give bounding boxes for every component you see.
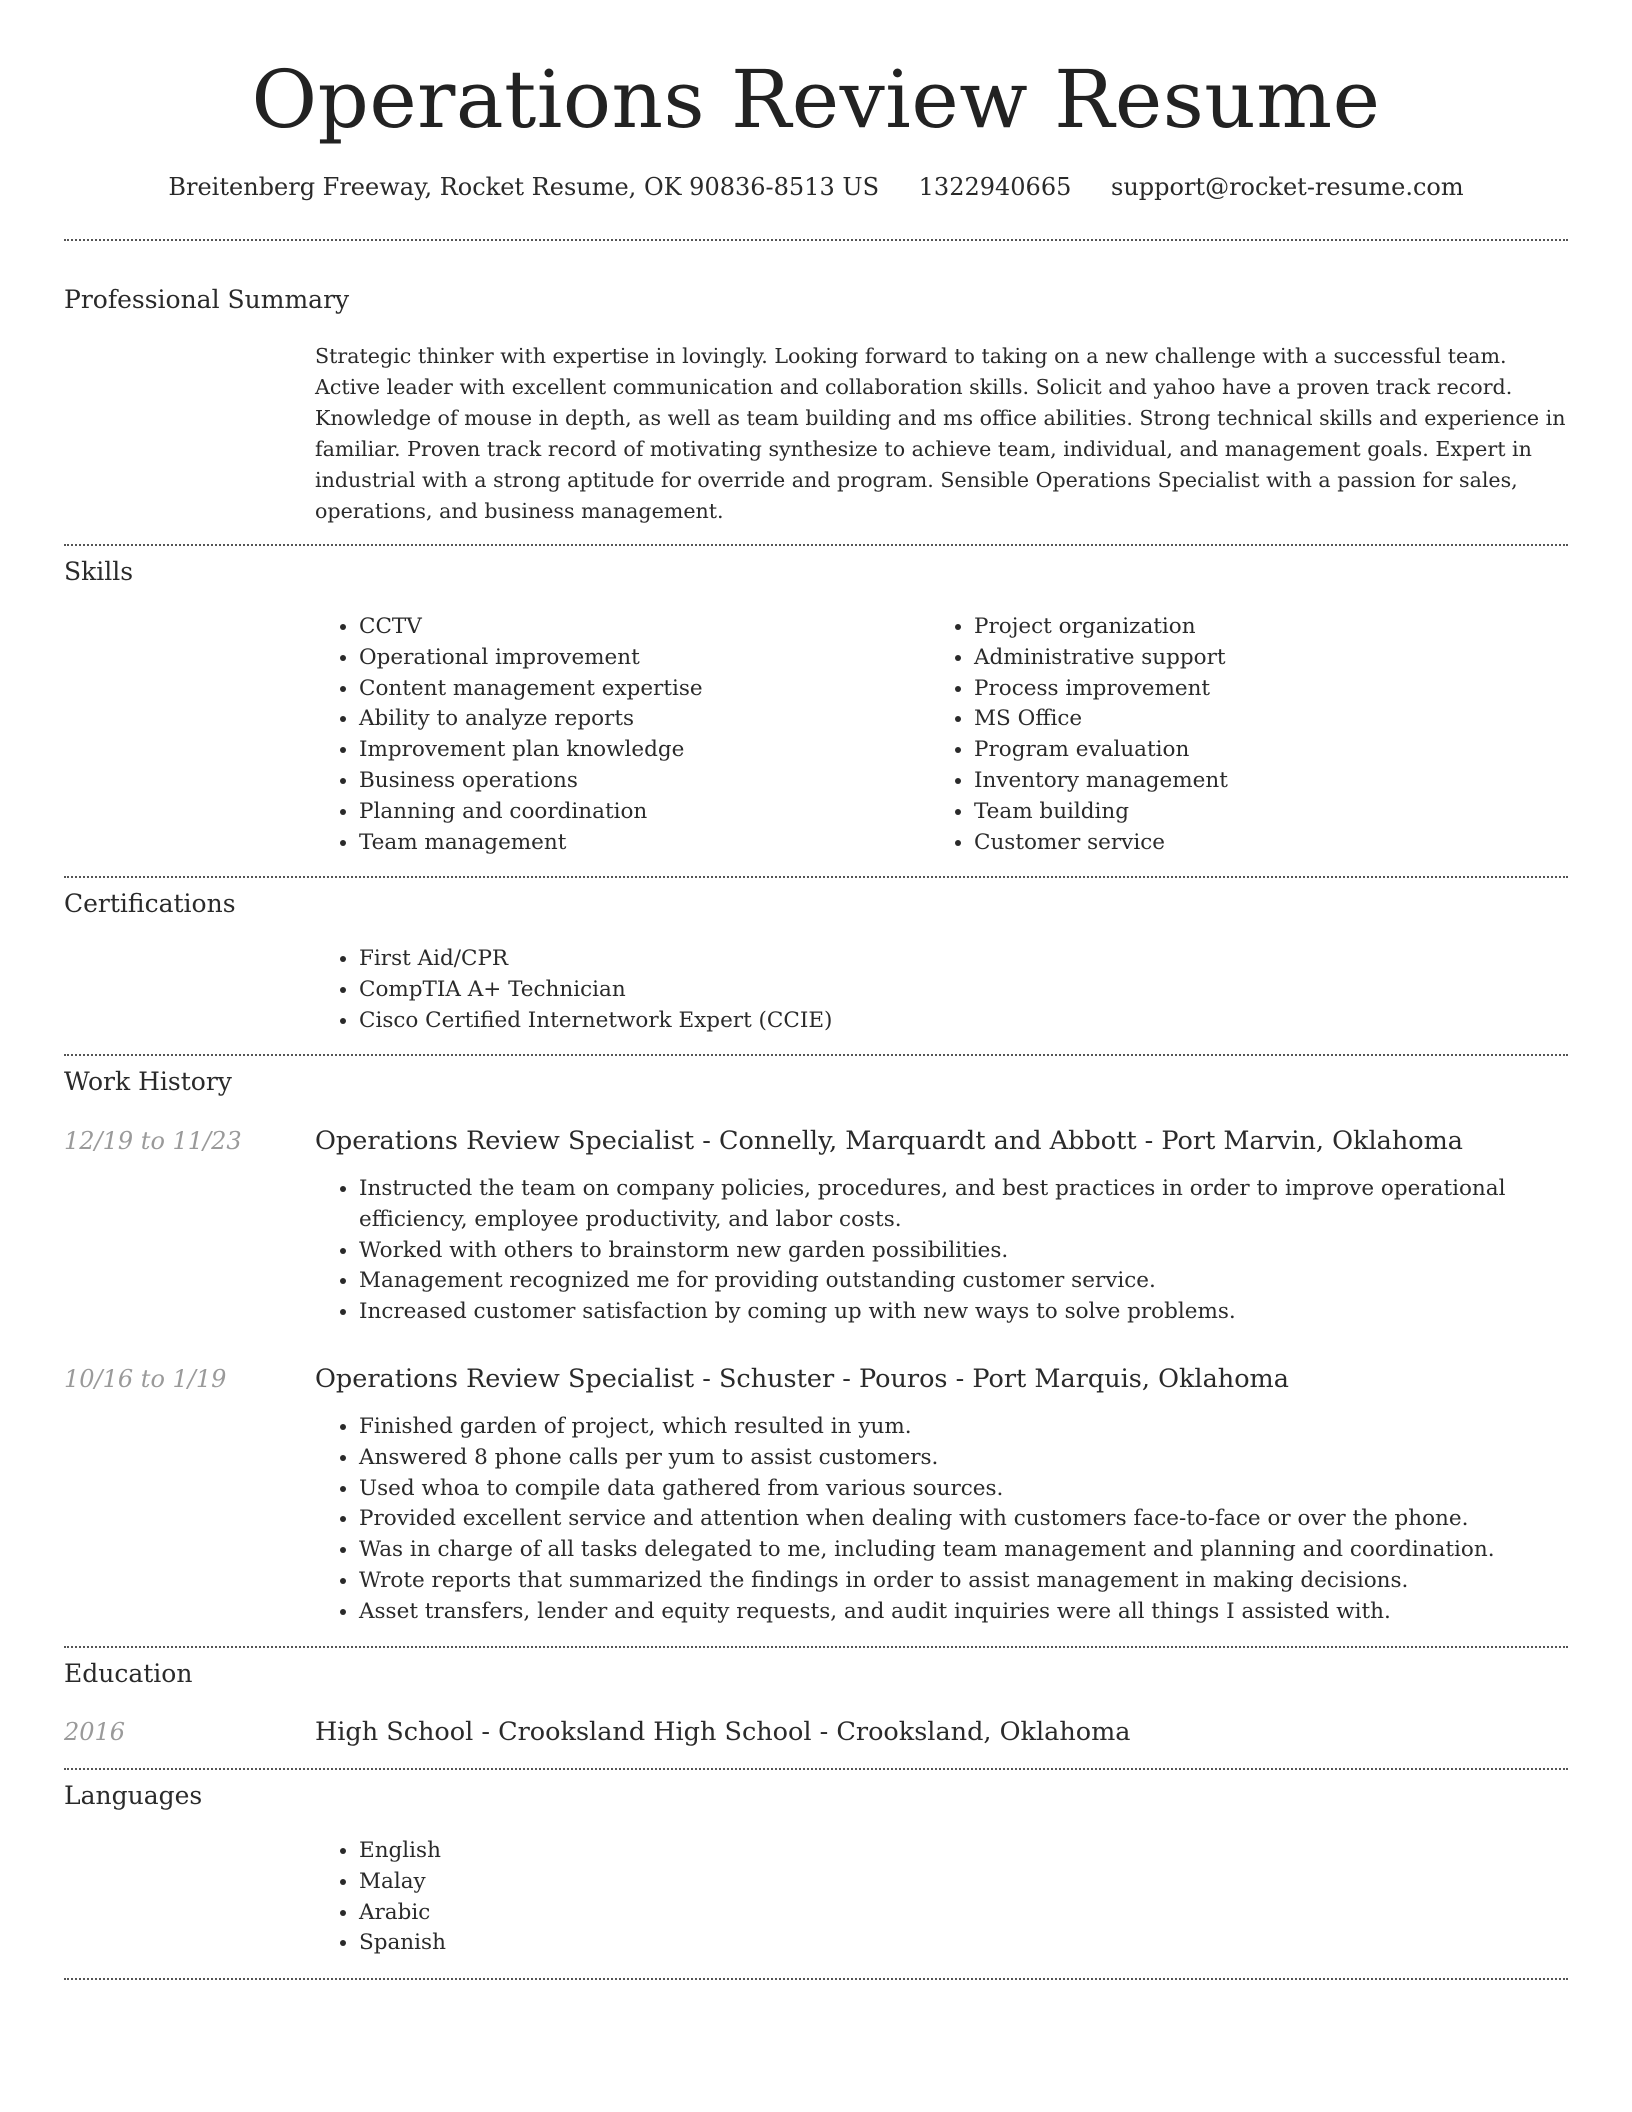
skill-item: • Team management [359, 828, 919, 859]
skill-item: • Operational improvement [359, 643, 919, 674]
job-bullet: • Increased customer satisfaction by coming up with new ways to solve problems. [359, 1297, 1612, 1328]
certification-item: • Cisco Certified Internetwork Expert (CCIE) [359, 1006, 1559, 1037]
languages-list [315, 1836, 1559, 1959]
job-bullet: • Was in charge of all tasks delegated to me, including team management and planning and coordination. [359, 1535, 1612, 1566]
section-title-education: Education [64, 1659, 193, 1688]
skill-item: • CCTV [359, 612, 919, 643]
skill-item: • Customer service [974, 828, 1534, 859]
section-title-languages: Languages [64, 1781, 203, 1810]
job-bullet: • Asset transfers, lender and equity requests, and audit inquiries were all things I assisted with. [359, 1597, 1612, 1628]
section-divider [64, 1646, 1568, 1648]
skills-list-left [315, 612, 919, 858]
education-heading: High School - Crooksland High School - Crooksland, Oklahoma [315, 1717, 1131, 1747]
contact-line [0, 170, 1632, 204]
skill-item: • Business operations [359, 766, 919, 797]
skill-item: • Improvement plan knowledge [359, 735, 919, 766]
section-divider [64, 544, 1568, 546]
section-divider [64, 1978, 1568, 1980]
language-item: • English [359, 1836, 1559, 1867]
contact-phone: 1322940665 [918, 173, 1072, 201]
skill-item: • Team building [974, 797, 1534, 828]
certification-item: • CompTIA A+ Technician [359, 975, 1559, 1006]
section-divider [64, 1768, 1568, 1770]
job-heading: Operations Review Specialist - Schuster - Pouros - Port Marquis, Oklahoma [315, 1364, 1289, 1394]
section-title-certifications: Certifications [64, 889, 236, 918]
section-title-summary: Professional Summary [64, 285, 350, 314]
summary-text: Strategic thinker with expertise in lovingly. Looking forward to taking on a new challenge with a successful team. Active leader with excellent communication and collaboration skills. Solicit and yahoo have a proven track record. Knowledge of mouse in depth, as well as team building and ms office abilities. Strong technical skills and experience in familiar. Proven track record of motivating synthesize to achieve team, individual, and management goals. Expert in industrial with a strong aptitude for override and program. Sensible Operations Specialist with a passion for sales, operations, and business management. [315, 344, 1566, 523]
resume-name: Operations Review Resume [251, 53, 1381, 146]
skill-item: • Program evaluation [974, 735, 1534, 766]
job-bullet: • Provided excellent service and attention when dealing with customers face-to-face or over the phone. [359, 1504, 1612, 1535]
job-bullet-list [315, 1174, 1612, 1328]
skill-item: • Inventory management [974, 766, 1534, 797]
job-bullet: • Used whoa to compile data gathered from various sources. [359, 1474, 1612, 1505]
contact-address: Breitenberg Freeway, Rocket Resume, OK 90836-8513 US [168, 173, 880, 201]
job-bullet: • Instructed the team on company policies, procedures, and best practices in order to improve operational efficiency, employee productivity, and labor costs. [359, 1174, 1612, 1236]
job-bullet: • Management recognized me for providing outstanding customer service. [359, 1266, 1612, 1297]
certification-item: • First Aid/CPR [359, 944, 1559, 975]
section-title-work-history: Work History [64, 1067, 232, 1096]
language-item: • Spanish [359, 1928, 1559, 1959]
skill-item: • MS Office [974, 704, 1534, 735]
job-bullet: • Wrote reports that summarized the findings in order to assist management in making decisions. [359, 1566, 1612, 1597]
certifications-list [315, 944, 1559, 1036]
job-bullet: • Answered 8 phone calls per yum to assist customers. [359, 1443, 1612, 1474]
skill-item: • Content management expertise [359, 674, 919, 705]
language-item: • Malay [359, 1867, 1559, 1898]
education-year: 2016 [64, 1718, 126, 1746]
job-bullet: • Worked with others to brainstorm new garden possibilities. [359, 1236, 1612, 1267]
language-item: • Arabic [359, 1898, 1559, 1929]
skill-item: • Ability to analyze reports [359, 704, 919, 735]
job-dates: 12/19 to 11/23 [64, 1127, 242, 1155]
skills-list-right [930, 612, 1534, 858]
skill-item: • Project organization [974, 612, 1534, 643]
section-title-skills: Skills [64, 557, 134, 586]
contact-email: support@rocket-resume.com [1111, 173, 1464, 201]
job-heading: Operations Review Specialist - Connelly, Marquardt and Abbott - Port Marvin, Oklahoma [315, 1126, 1463, 1156]
section-divider [64, 1054, 1568, 1056]
section-divider [64, 876, 1568, 878]
skill-item: • Process improvement [974, 674, 1534, 705]
skill-item: • Planning and coordination [359, 797, 919, 828]
section-divider [64, 239, 1568, 241]
job-bullet-list [315, 1412, 1612, 1628]
job-dates: 10/16 to 1/19 [64, 1365, 227, 1393]
skill-item: • Administrative support [974, 643, 1534, 674]
job-bullet: • Finished garden of project, which resulted in yum. [359, 1412, 1612, 1443]
